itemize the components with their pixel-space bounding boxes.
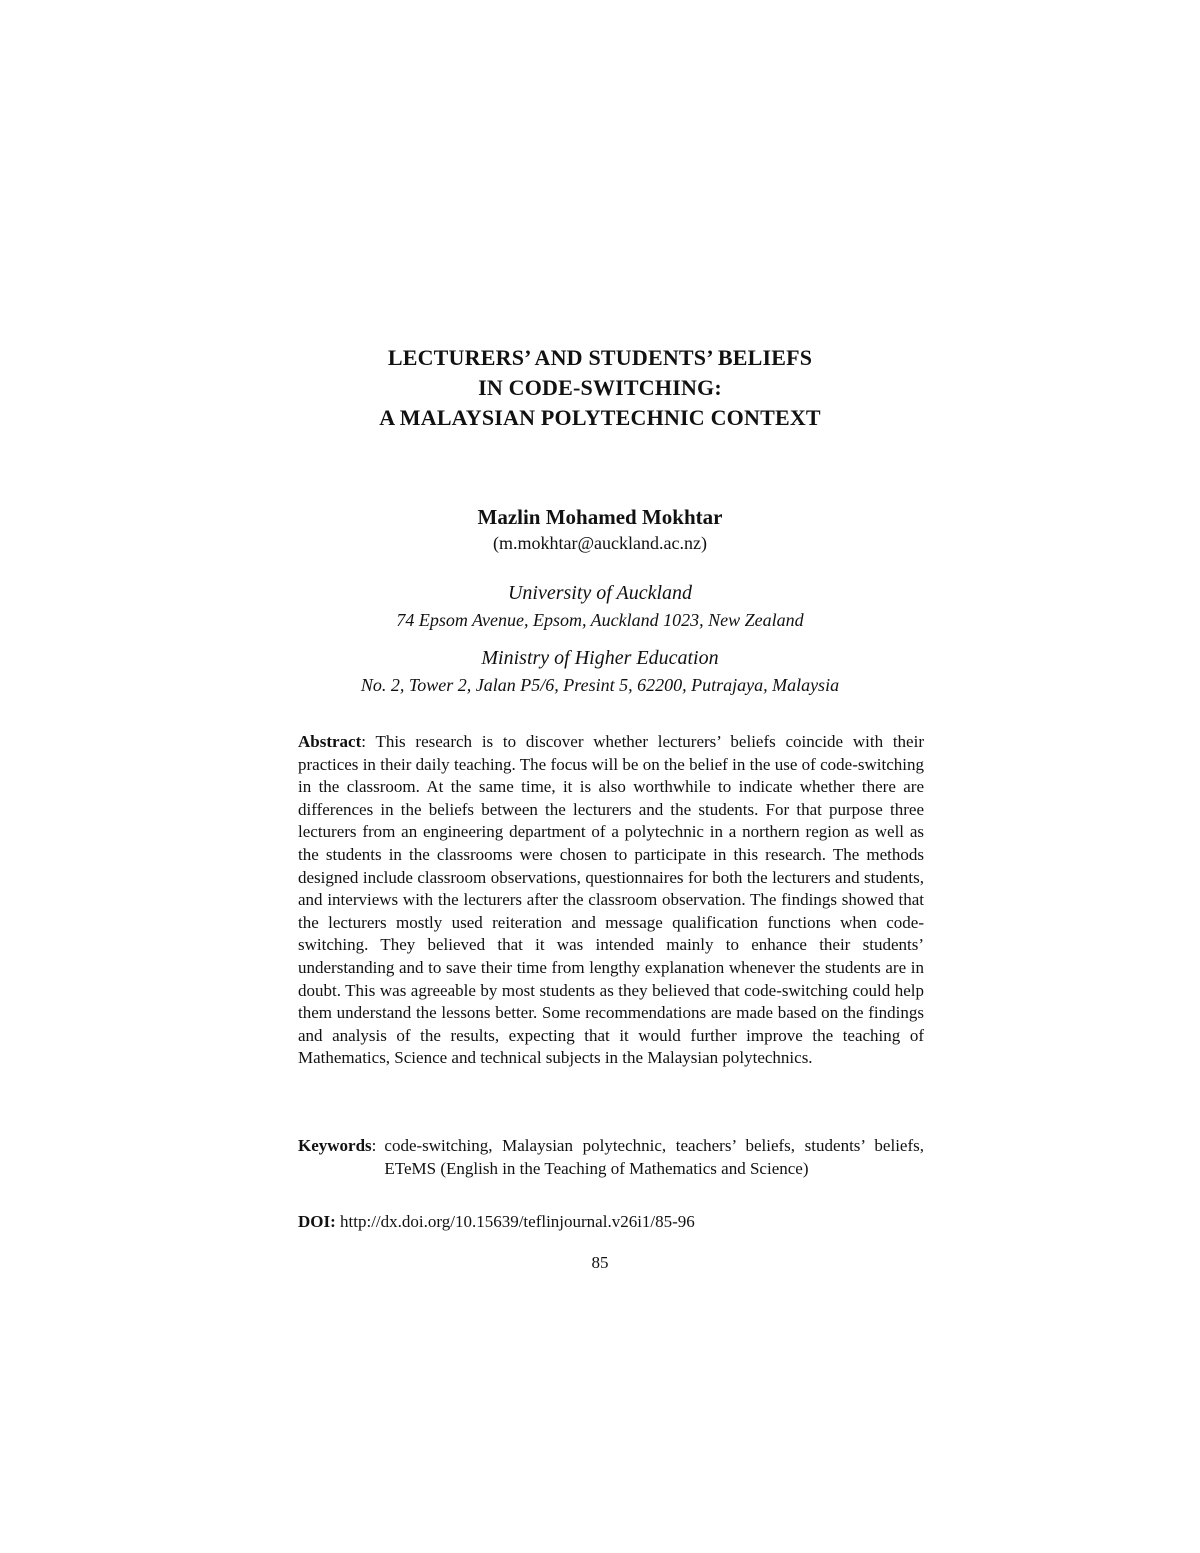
title-line-2: IN CODE-SWITCHING: (478, 375, 722, 400)
affiliation-1-address: 74 Epsom Avenue, Epsom, Auckland 1023, New Zealand (396, 610, 804, 630)
abstract-label: Abstract (298, 732, 362, 751)
title-line-1: LECTURERS’ AND STUDENTS’ BELIEFS (387, 345, 813, 370)
affiliation-1 (250, 580, 950, 633)
author-email: (m.mokhtar@auckland.ac.nz) (493, 533, 707, 553)
keywords-label: Keywords (298, 1136, 372, 1155)
affiliation-2-address: No. 2, Tower 2, Jalan P5/6, Presint 5, 62200, Putrajaya, Malaysia (360, 675, 840, 695)
doi (298, 1211, 924, 1233)
keywords-separator: : (371, 1136, 377, 1155)
author-name: Mazlin Mohamed Mokhtar (477, 505, 723, 529)
affiliation-1-name: University of Auckland (507, 582, 693, 604)
abstract-text: This research is to discover whether lecturers’ beliefs coincide with their practices in their daily teaching. The focus will be on the belief in the use of code-switching in the classroom. At the same time, it is also worthwhile to indicate whether there are differences in the beliefs between the lecturers and the students. For that purpose three lecturers from an engineering department of a polytechnic in a northern region as well as the students in the classrooms were chosen to participate in this research. The methods designed include classroom observations, questionnaires for both the lecturers and students, and interviews with the lecturers after the classroom observation. The findings showed that the lecturers mostly used reiteration and message qualification functions when code-switching. They believed that it was intended mainly to enhance their students’ understanding and to save their time from lengthy explanation whenever the students are in doubt. This was agreeable by most students as they believed that code-switching could help them understand the lessons better. Some recommendations are made based on the findings and analysis of the results, expecting that it would further improve the teaching of Mathematics, Science and technical subjects in the Malaysian polytechnics. (298, 732, 924, 1068)
doi-link[interactable]: http://dx.doi.org/10.15639/teflinjournal.v26i1/85-96 (340, 1212, 695, 1231)
paper-title (250, 343, 950, 433)
abstract-separator: : (361, 732, 366, 751)
affiliation-2-name: Ministry of Higher Education (481, 647, 719, 669)
keywords (298, 1135, 924, 1180)
abstract (298, 731, 924, 1070)
doi-label: DOI: (298, 1212, 336, 1231)
title-line-3: A MALAYSIAN POLYTECHNIC CONTEXT (379, 405, 821, 430)
affiliation-2 (250, 645, 950, 698)
page-number: 85 (591, 1253, 609, 1272)
keywords-text: code-switching, Malaysian polytechnic, teachers’ beliefs, students’ beliefs, ETeMS (English in the Teaching of Mathematics and Science) (384, 1136, 924, 1178)
